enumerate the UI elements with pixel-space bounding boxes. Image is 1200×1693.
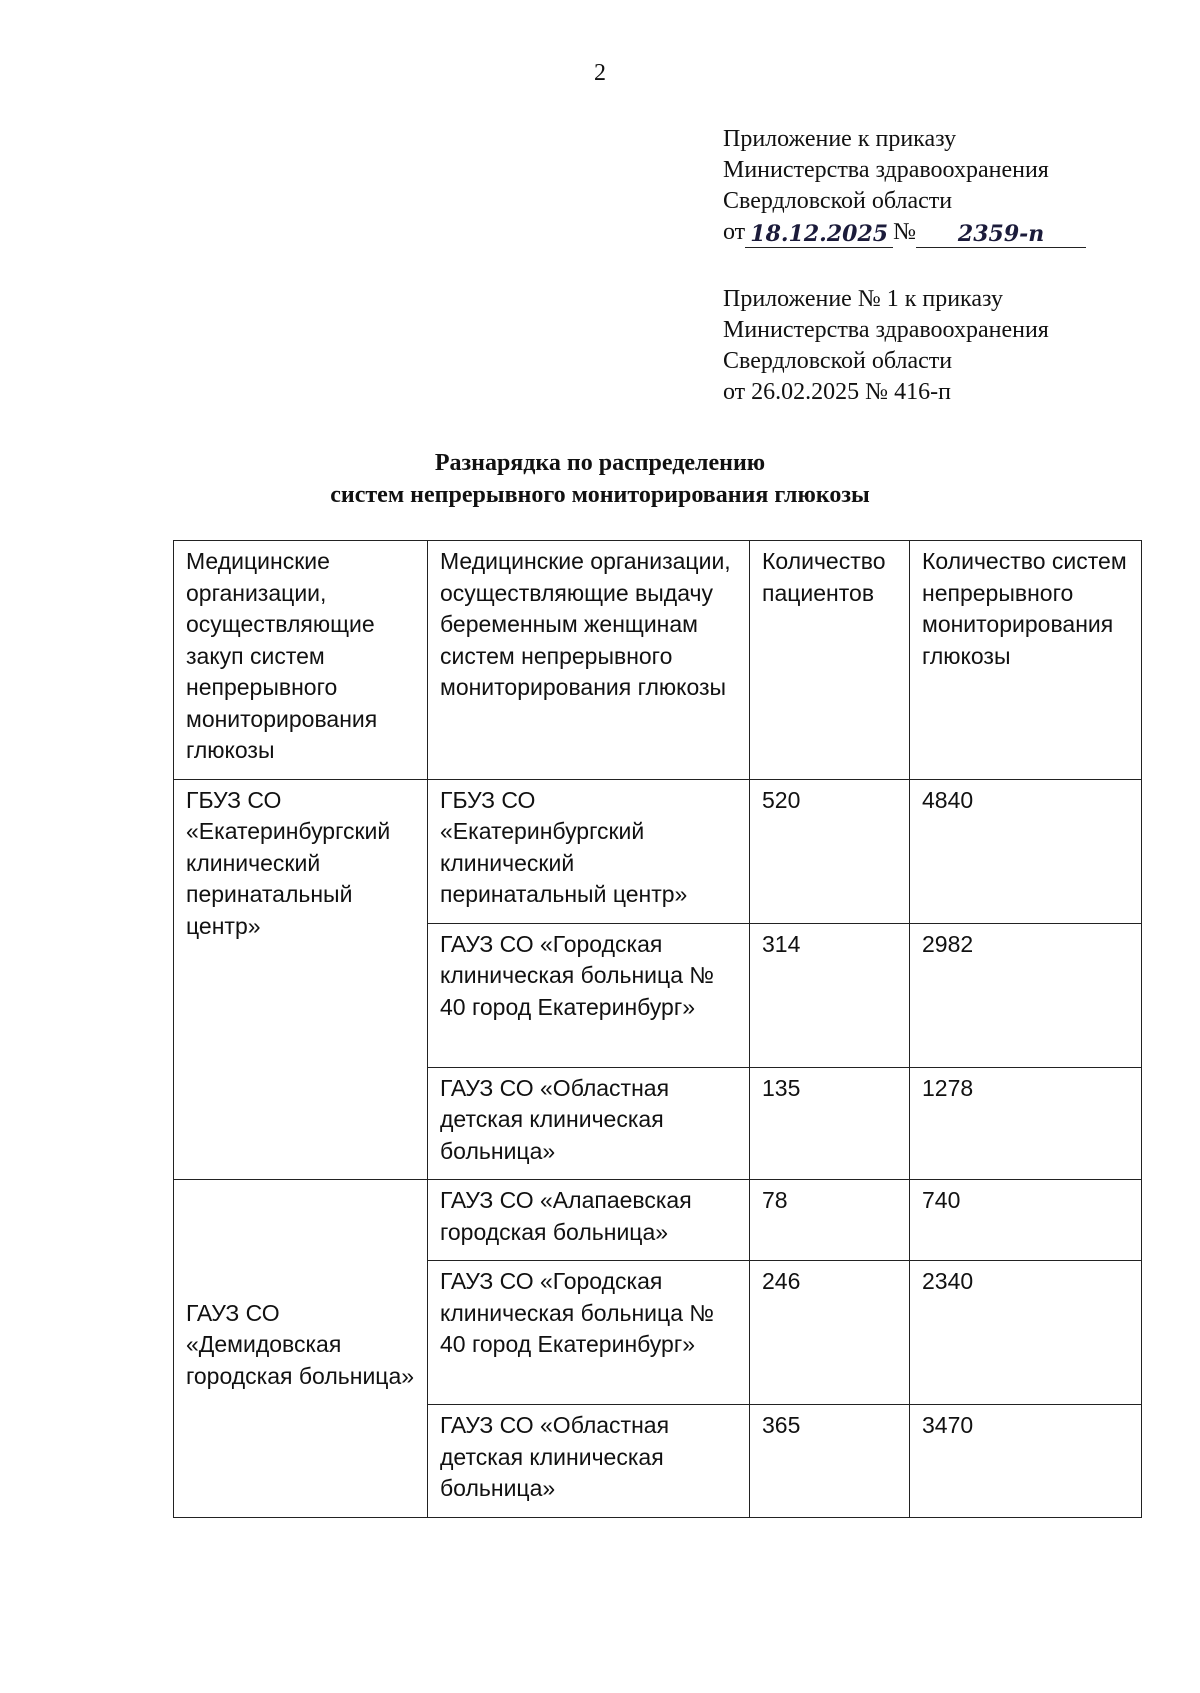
systems-cell: 4840 (910, 779, 1142, 923)
appendix-line: Свердловской области (723, 188, 953, 214)
patients-cell: 520 (750, 779, 910, 923)
patients-cell: 135 (750, 1067, 910, 1180)
table-row (174, 1180, 1142, 1261)
patients-cell: 246 (750, 1261, 910, 1405)
patients-cell: 78 (750, 1180, 910, 1261)
issuer-cell: ГАУЗ СО «Городская клиническая больница № 40 город Екатеринбург» (428, 1261, 750, 1405)
issuer-cell: ГАУЗ СО «Алапаевская городская больница» (428, 1180, 750, 1261)
patients-cell: 314 (750, 923, 910, 1067)
header-systems: Количество систем непрерывного мониторирования глюкозы (910, 541, 1142, 780)
appendix-line: Приложение к приказу (723, 126, 957, 152)
from-prefix: от (723, 219, 746, 245)
appendix-line: Приложение № 1 к приказу (723, 286, 1003, 312)
systems-cell: 2340 (910, 1261, 1142, 1405)
appendix-line: Свердловской области (723, 348, 953, 374)
appendix-line: Министерства здравоохранения (723, 317, 1049, 343)
patients-cell: 365 (750, 1405, 910, 1518)
systems-cell: 3470 (910, 1405, 1142, 1518)
allocation-table (173, 540, 1142, 1518)
appendix-current-order (723, 124, 1086, 248)
appendix-line: от 26.02.2025 № 416-п (723, 379, 951, 405)
title-line: Разнарядка по распределению (434, 450, 766, 476)
systems-cell: 2982 (910, 923, 1142, 1067)
purchaser-cell: ГБУЗ СО «Екатеринбургский клинический перинатальный центр» (174, 779, 428, 1180)
header-purchaser: Медицинские организации, осуществляющие закуп систем непрерывного мониторирования глюкозы (174, 541, 428, 780)
issuer-cell: ГБУЗ СО «Екатеринбургский клинический перинатальный центр» (428, 779, 750, 923)
table-row (174, 779, 1142, 923)
order-date-number-line (723, 217, 1086, 248)
page-number: 2 (594, 60, 606, 86)
systems-cell: 740 (910, 1180, 1142, 1261)
systems-cell: 1278 (910, 1067, 1142, 1180)
table-header-row (174, 541, 1142, 780)
purchaser-cell: ГАУЗ СО «Демидовская городская больница» (174, 1180, 428, 1518)
document-title (0, 447, 1200, 511)
number-sign: № (893, 219, 917, 245)
issuer-cell: ГАУЗ СО «Областная детская клиническая больница» (428, 1067, 750, 1180)
header-issuer: Медицинские организации, осуществляющие выдачу беременным женщинам систем непрерывного мониторирования глюкозы (428, 541, 750, 780)
title-line: систем непрерывного мониторирования глюкозы (330, 482, 870, 508)
appendix-original-order (723, 284, 1049, 408)
appendix-line: Министерства здравоохранения (723, 157, 1049, 183)
handwritten-date: 18.12.2025 (745, 221, 893, 248)
issuer-cell: ГАУЗ СО «Областная детская клиническая больница» (428, 1405, 750, 1518)
issuer-cell: ГАУЗ СО «Городская клиническая больница № 40 город Екатеринбург» (428, 923, 750, 1067)
handwritten-order-number: 2359-п (916, 221, 1086, 248)
header-patients: Количество пациентов (750, 541, 910, 780)
